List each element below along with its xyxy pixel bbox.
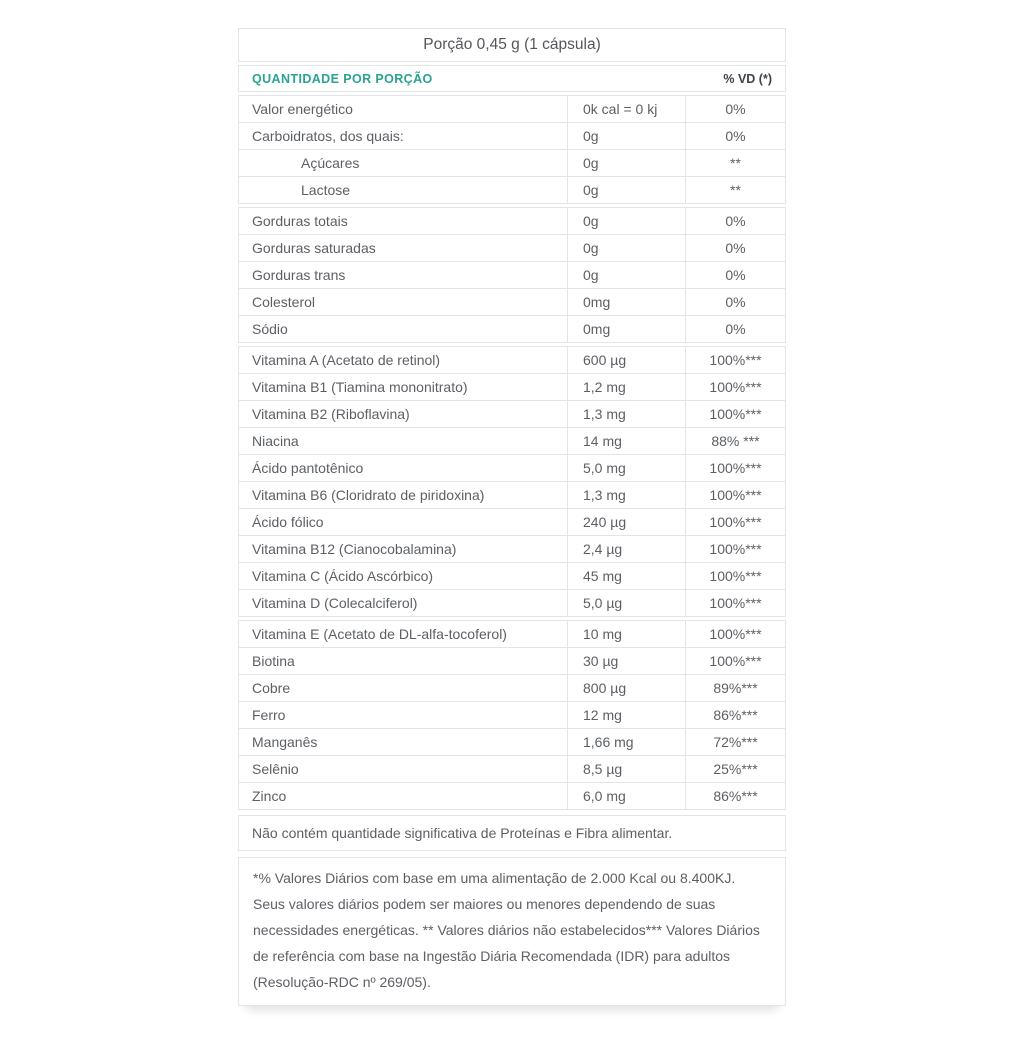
nutrient-name: Vitamina D (Colecalciferol) <box>252 595 418 611</box>
table-row <box>238 508 786 536</box>
nutrient-vd-percent: 0% <box>685 208 785 234</box>
table-row <box>238 149 786 177</box>
nutrient-name: Zinco <box>252 788 287 804</box>
nutrient-quantity: 1,3 mg <box>567 401 685 427</box>
table-row <box>238 346 786 374</box>
nutrient-quantity: 1,2 mg <box>567 374 685 400</box>
table-header-row <box>238 65 786 92</box>
table-row <box>238 535 786 563</box>
nutrient-name: Valor energético <box>252 101 353 117</box>
nutrition-label <box>238 28 786 1006</box>
nutrient-name: Vitamina A (Acetato de retinol) <box>252 352 441 368</box>
nutrient-name: Ácido fólico <box>252 514 324 530</box>
nutrient-vd-percent: 100%*** <box>685 590 785 616</box>
table-row <box>238 288 786 316</box>
nutrient-vd-percent: 72%*** <box>685 729 785 755</box>
nutrient-quantity: 6,0 mg <box>567 783 685 809</box>
table-row <box>238 373 786 401</box>
nutrient-vd-percent: 100%*** <box>685 536 785 562</box>
nutrient-vd-percent: ** <box>685 150 785 176</box>
table-row <box>238 562 786 590</box>
nutrient-name: Gorduras totais <box>252 213 348 229</box>
nutrient-quantity: 10 mg <box>567 621 685 647</box>
nutrient-quantity: 0g <box>567 123 685 149</box>
nutrient-name: Vitamina E (Acetato de DL-alfa-tocoferol) <box>252 626 507 642</box>
nutrient-vd-percent: 0% <box>685 316 785 342</box>
nutrient-name: Cobre <box>252 680 291 696</box>
table-row <box>238 95 786 123</box>
table-row <box>238 315 786 343</box>
nutrient-name: Ácido pantotênico <box>252 460 364 476</box>
serving-size-row <box>238 28 786 62</box>
nutrient-quantity: 30 µg <box>567 648 685 674</box>
nutrient-vd-percent: 100%*** <box>685 347 785 373</box>
nutrient-vd-percent: 100%*** <box>685 455 785 481</box>
nutrient-name: Carboidratos, dos quais: <box>252 128 404 144</box>
nutrient-quantity: 1,66 mg <box>567 729 685 755</box>
nutrient-name: Selênio <box>252 761 299 777</box>
table-row <box>238 400 786 428</box>
nutrient-vd-percent: 0% <box>685 235 785 261</box>
nutrient-vd-percent: 88% *** <box>685 428 785 454</box>
nutrient-quantity: 800 µg <box>567 675 685 701</box>
nutrient-vd-percent: 0% <box>685 96 785 122</box>
nutrient-quantity: 0g <box>567 262 685 288</box>
nutrient-name: Colesterol <box>252 294 316 310</box>
nutrient-name: Vitamina C (Ácido Ascórbico) <box>252 568 434 584</box>
table-row <box>238 234 786 262</box>
table-row <box>238 207 786 235</box>
column-header-vd: % VD (*) <box>723 71 772 86</box>
nutrient-rows <box>238 95 786 810</box>
nutrient-name: Vitamina B6 (Cloridrato de piridoxina) <box>252 487 485 503</box>
serving-size-text: Porção 0,45 g (1 cápsula) <box>423 36 601 53</box>
table-row <box>238 122 786 150</box>
nutrient-name: Gorduras saturadas <box>252 240 376 256</box>
footnote-text: *% Valores Diários com base em uma alimentação de 2.000 Kcal ou 8.400KJ. Seus valores diários podem ser maiores ou menores dependendo de suas necessidades energéticas. ** Valores diários não estabelecidos*** Valores Diários de referência com base na Ingestão Diária Recomendada (IDR) para adultos (Resolução-RDC nº 269/05). <box>253 870 760 990</box>
nutrient-quantity: 5,0 mg <box>567 455 685 481</box>
table-row <box>238 782 786 810</box>
nutrient-vd-percent: ** <box>685 177 785 203</box>
nutrient-quantity: 5,0 µg <box>567 590 685 616</box>
column-header-quantity: QUANTIDADE POR PORÇÃO <box>252 71 433 86</box>
nutrient-vd-percent: 0% <box>685 289 785 315</box>
nutrient-vd-percent: 100%*** <box>685 563 785 589</box>
table-row <box>238 674 786 702</box>
nutrient-vd-percent: 100%*** <box>685 482 785 508</box>
note-text: Não contém quantidade significativa de Proteínas e Fibra alimentar. <box>252 825 673 841</box>
nutrient-name: Niacina <box>252 433 299 449</box>
nutrient-name: Sódio <box>252 321 288 337</box>
nutrient-name: Biotina <box>252 653 295 669</box>
nutrient-quantity: 45 mg <box>567 563 685 589</box>
nutrient-name: Açúcares <box>301 155 360 171</box>
nutrient-name: Vitamina B1 (Tiamina mononitrato) <box>252 379 468 395</box>
table-row <box>238 176 786 204</box>
nutrient-vd-percent: 100%*** <box>685 374 785 400</box>
nutrient-quantity: 0k cal = 0 kj <box>567 96 685 122</box>
nutrient-vd-percent: 100%*** <box>685 509 785 535</box>
nutrient-name: Vitamina B12 (Cianocobalamina) <box>252 541 457 557</box>
nutrient-quantity: 14 mg <box>567 428 685 454</box>
nutrient-quantity: 2,4 µg <box>567 536 685 562</box>
nutrient-name: Lactose <box>301 182 351 198</box>
table-row <box>238 620 786 648</box>
nutrient-vd-percent: 100%*** <box>685 401 785 427</box>
table-row <box>238 454 786 482</box>
nutrient-quantity: 0mg <box>567 316 685 342</box>
nutrient-quantity: 1,3 mg <box>567 482 685 508</box>
nutrient-vd-percent: 86%*** <box>685 783 785 809</box>
nutrient-vd-percent: 100%*** <box>685 621 785 647</box>
table-row <box>238 481 786 509</box>
table-row <box>238 728 786 756</box>
table-row <box>238 261 786 289</box>
nutrient-quantity: 8,5 µg <box>567 756 685 782</box>
nutrient-name: Manganês <box>252 734 318 750</box>
nutrient-quantity: 0g <box>567 208 685 234</box>
nutrient-vd-percent: 0% <box>685 123 785 149</box>
nutrient-quantity: 240 µg <box>567 509 685 535</box>
nutrient-vd-percent: 0% <box>685 262 785 288</box>
table-row <box>238 647 786 675</box>
nutrient-quantity: 12 mg <box>567 702 685 728</box>
nutrient-vd-percent: 100%*** <box>685 648 785 674</box>
table-row <box>238 589 786 617</box>
nutrient-name: Ferro <box>252 707 286 723</box>
nutrient-vd-percent: 25%*** <box>685 756 785 782</box>
nutrient-name: Vitamina B2 (Riboflavina) <box>252 406 410 422</box>
table-row <box>238 427 786 455</box>
table-row <box>238 755 786 783</box>
note-row <box>238 815 786 851</box>
nutrient-quantity: 0g <box>567 177 685 203</box>
table-row <box>238 701 786 729</box>
nutrient-vd-percent: 89%*** <box>685 675 785 701</box>
nutrient-vd-percent: 86%*** <box>685 702 785 728</box>
footnote-box <box>238 857 786 1006</box>
nutrient-quantity: 0mg <box>567 289 685 315</box>
nutrient-quantity: 600 µg <box>567 347 685 373</box>
nutrient-quantity: 0g <box>567 150 685 176</box>
nutrient-name: Gorduras trans <box>252 267 346 283</box>
nutrient-quantity: 0g <box>567 235 685 261</box>
